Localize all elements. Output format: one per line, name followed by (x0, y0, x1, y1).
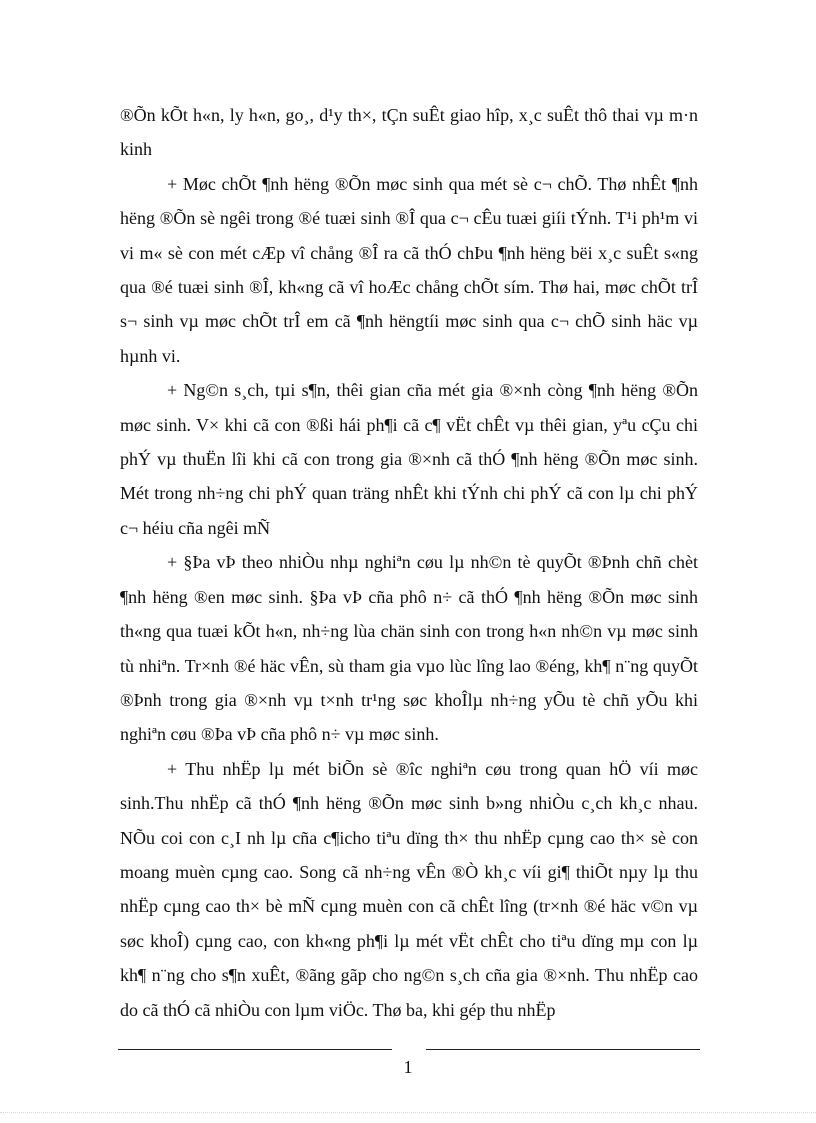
paragraph-mortality: + Møc chÕt ¶nh hëng ®Õn møc sinh qua mét sè c¬ chÕ. Thø nhÊt ¶nh hëng ®Õn sè ngêi trong ®é tuæi sinh ®Î qua c¬ cÊu tuæi giíi tÝnh. T¹i ph¹m vi vi m« sè con mét cÆp vî chång ®Î ra cã thÓ chÞu ¶nh hëng bëi x¸c suÊt s«ng qua ®é tuæi sinh ®Î, kh«ng cã vî hoÆc chång chÕt sím. Thø hai, møc chÕt trÎ s¬ sinh vµ møc chÕt trÎ em cã ¶nh hëngtíi møc sinh qua c¬ chÕ sinh häc vµ hµnh vi. (120, 173, 698, 366)
paragraph-continuation: ®Õn kÕt h«n, ly h«n, go¸, d¹y th×, tÇn suÊt giao hîp, x¸c suÊt thô thai vµ m·n kinh (120, 105, 698, 160)
paragraph-income: + Thu nhËp lµ mét biÕn sè ®îc nghiªn cøu trong quan hÖ víi møc sinh.Thu nhËp cã thÓ ¶nh hëng ®Õn møc sinh b»ng nhiÒu c¸ch kh¸c nhau. NÕu coi con c¸I nh lµ cña c¶icho tiªu dïng th× thu nhËp cµng cao th× sè con moang muèn cµng cao. Song cã nh÷ng vÊn ®Ò kh¸c víi gi¶ thiÕt nµy lµ thu nhËp cµng cao th× bè mÑ cµng muèn con cã chÊt lîng (tr×nh ®é häc v©n vµ søc khoÎ) cµng cao, con kh«ng ph¶i lµ mét vËt chÊt cho tiªu dïng mµ con lµ kh¶ n¨ng cho s¶n xuÊt, ®ãng gãp cho ng©n s¸ch cña gia ®×nh. Thu nhËp cao do cã thÓ cã nhiÒu con lµm viÖc. Thø ba, khi gép thu nhËp (120, 758, 698, 1020)
page-number: 1 (403, 1057, 413, 1077)
page-bottom-edge (0, 1112, 816, 1113)
paragraph-household-budget: + Ng©n s¸ch, tµi s¶n, thêi gian cña mét gia ®×nh còng ¶nh hëng ®Õn møc sinh. V× khi cã con ®ßi hái ph¶i cã c¶ vËt chÊt vµ thêi gian, yªu cÇu chi phÝ vµ thuËn lîi khi cã con trong gia ®×nh cã thÓ ¶nh hëng ®Õn møc sinh. Mét trong nh÷ng chi phÝ quan träng nhÊt khi tÝnh chi phÝ cã con lµ chi phÝ c¬ héiu cña ngêi mÑ (120, 380, 698, 538)
body-text (120, 98, 698, 1027)
footer-rule-left (118, 1049, 392, 1050)
paragraph-women-status: + §Þa vÞ theo nhiÒu nhµ nghiªn cøu lµ nh©n tè quyÕt ®Þnh chñ chèt ¶nh hëng ®en møc sinh. §Þa vÞ cña phô n÷ cã thÓ ¶nh hëng ®Õn møc sinh th«ng qua tuæi kÕt h«n, nh÷ng lùa chän sinh con trong h«n nh©n vµ møc sinh tù nhiªn. Tr×nh ®é häc vÊn, sù tham gia vµo lùc lîng lao ®éng, kh¶ n¨ng quyÕt ®Þnh trong gia ®×nh vµ t×nh tr¹ng søc khoÎlµ nh÷ng yÕu tè chñ yÕu khi nghiªn cøu ®Þa vÞ cña phô n÷ vµ møc sinh. (120, 552, 698, 745)
footer-rule-right (426, 1049, 700, 1050)
